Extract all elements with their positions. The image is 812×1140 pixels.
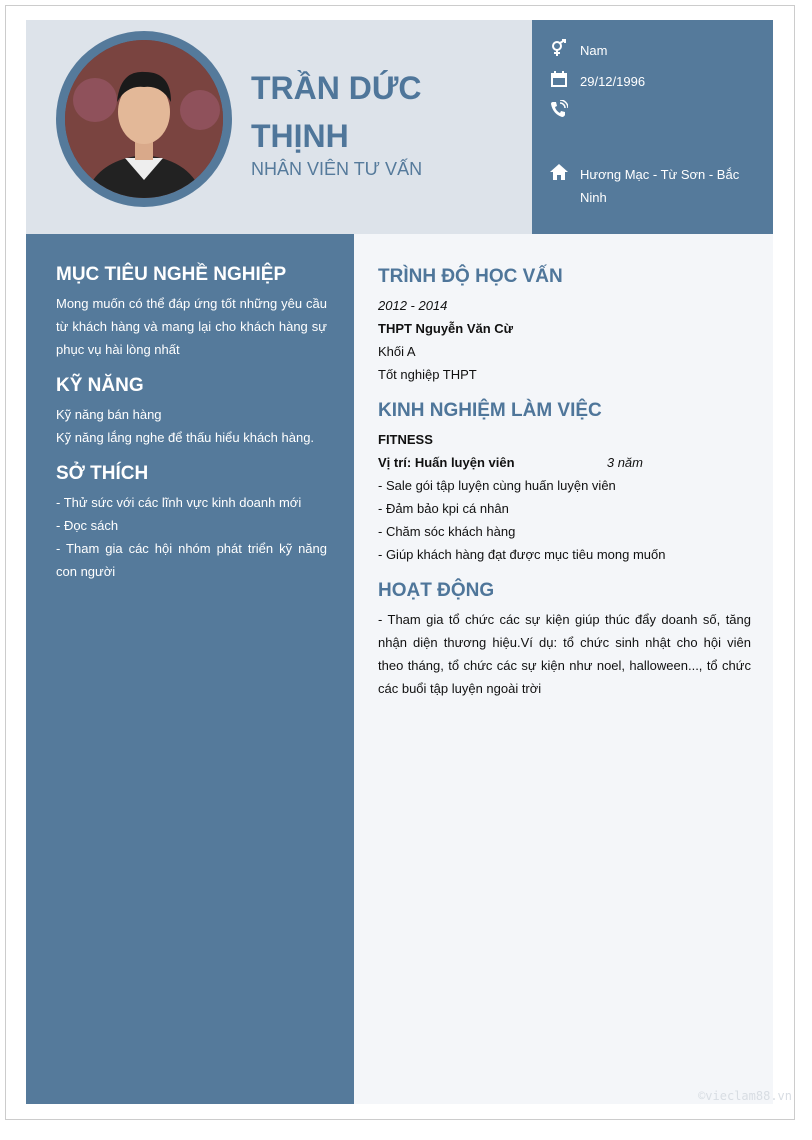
contact-phone[interactable] <box>550 100 740 118</box>
education-period: 2012 - 2014 <box>378 298 448 313</box>
section-title: KINH NGHIỆM LÀM VIỆC <box>378 400 602 421</box>
experience-item: - Đảm bảo kpi cá nhân <box>378 501 509 516</box>
section-title: SỞ THÍCH <box>56 463 149 484</box>
home-icon <box>550 163 568 181</box>
objective-text: Mong muốn có thể đáp ứng tốt những yêu cầu từ khách hàng và mang lại cho khách hàng sự phục vụ hài lòng nhất <box>56 296 327 357</box>
duration: 3 năm <box>606 455 643 470</box>
job-title: NHÂN VIÊN TƯ VẤN <box>251 159 423 179</box>
experience-item: - Chăm sóc khách hàng <box>378 524 516 539</box>
experience-item: - Sale gói tập luyện cùng huấn luyện viên <box>378 478 616 493</box>
right-column <box>354 234 773 1104</box>
activities-section <box>378 580 751 700</box>
avatar <box>56 31 232 207</box>
phone-icon <box>550 100 568 118</box>
skill-item: Kỹ năng lắng nghe để thấu hiểu khách hàng. <box>56 430 315 445</box>
contact-gender: Nam <box>550 39 740 62</box>
hobbies-section <box>56 463 327 583</box>
education-section <box>378 266 751 386</box>
section-title: KỸ NĂNG <box>56 375 144 396</box>
section-title: HOẠT ĐỘNG <box>378 580 495 601</box>
watermark: ©vieclam88.vn <box>698 1089 792 1103</box>
school-name: THPT Nguyễn Văn Cừ <box>378 321 514 336</box>
activities-text: - Tham gia tổ chức các sự kiện giúp thúc đẩy doanh số, tăng nhận diện thương hiệu.Ví dụ: tổ chức sinh nhật cho hội viên theo tháng, tổ chức các sự kiện như noel, halloween..., tổ chức các buổi tập luyện ngoài trời <box>378 612 751 696</box>
left-column <box>26 234 354 1104</box>
full-name: TRẦN DỨC THỊNH <box>251 70 422 154</box>
education-major: Khối A <box>378 344 416 359</box>
contact-panel <box>532 20 773 234</box>
portrait-image <box>65 40 223 198</box>
hobby-item: - Đọc sách <box>56 518 119 533</box>
experience-section <box>378 400 751 566</box>
skill-item: Kỹ năng bán hàng <box>56 407 162 422</box>
position: Vị trí: Huấn luyện viên <box>378 455 515 470</box>
education-result: Tốt nghiệp THPT <box>378 367 477 382</box>
contact-address: Hương Mạc - Từ Sơn - Bắc Ninh <box>550 163 740 209</box>
skills-section <box>56 375 327 449</box>
gender-icon <box>550 39 568 57</box>
hobby-item: - Thử sức với các lĩnh vực kinh doanh mới <box>56 495 302 510</box>
section-title: TRÌNH ĐỘ HỌC VẤN <box>378 266 563 287</box>
company-name: FITNESS <box>378 432 433 447</box>
experience-item: - Giúp khách hàng đạt được mục tiêu mong muốn <box>378 547 666 562</box>
contact-birthday: 29/12/1996 <box>550 70 740 93</box>
objective-section <box>56 264 327 361</box>
section-title: MỤC TIÊU NGHỀ NGHIỆP <box>56 264 287 285</box>
calendar-icon <box>550 70 568 88</box>
hobby-item: - Tham gia các hội nhóm phát triển kỹ năng con người <box>56 541 327 579</box>
